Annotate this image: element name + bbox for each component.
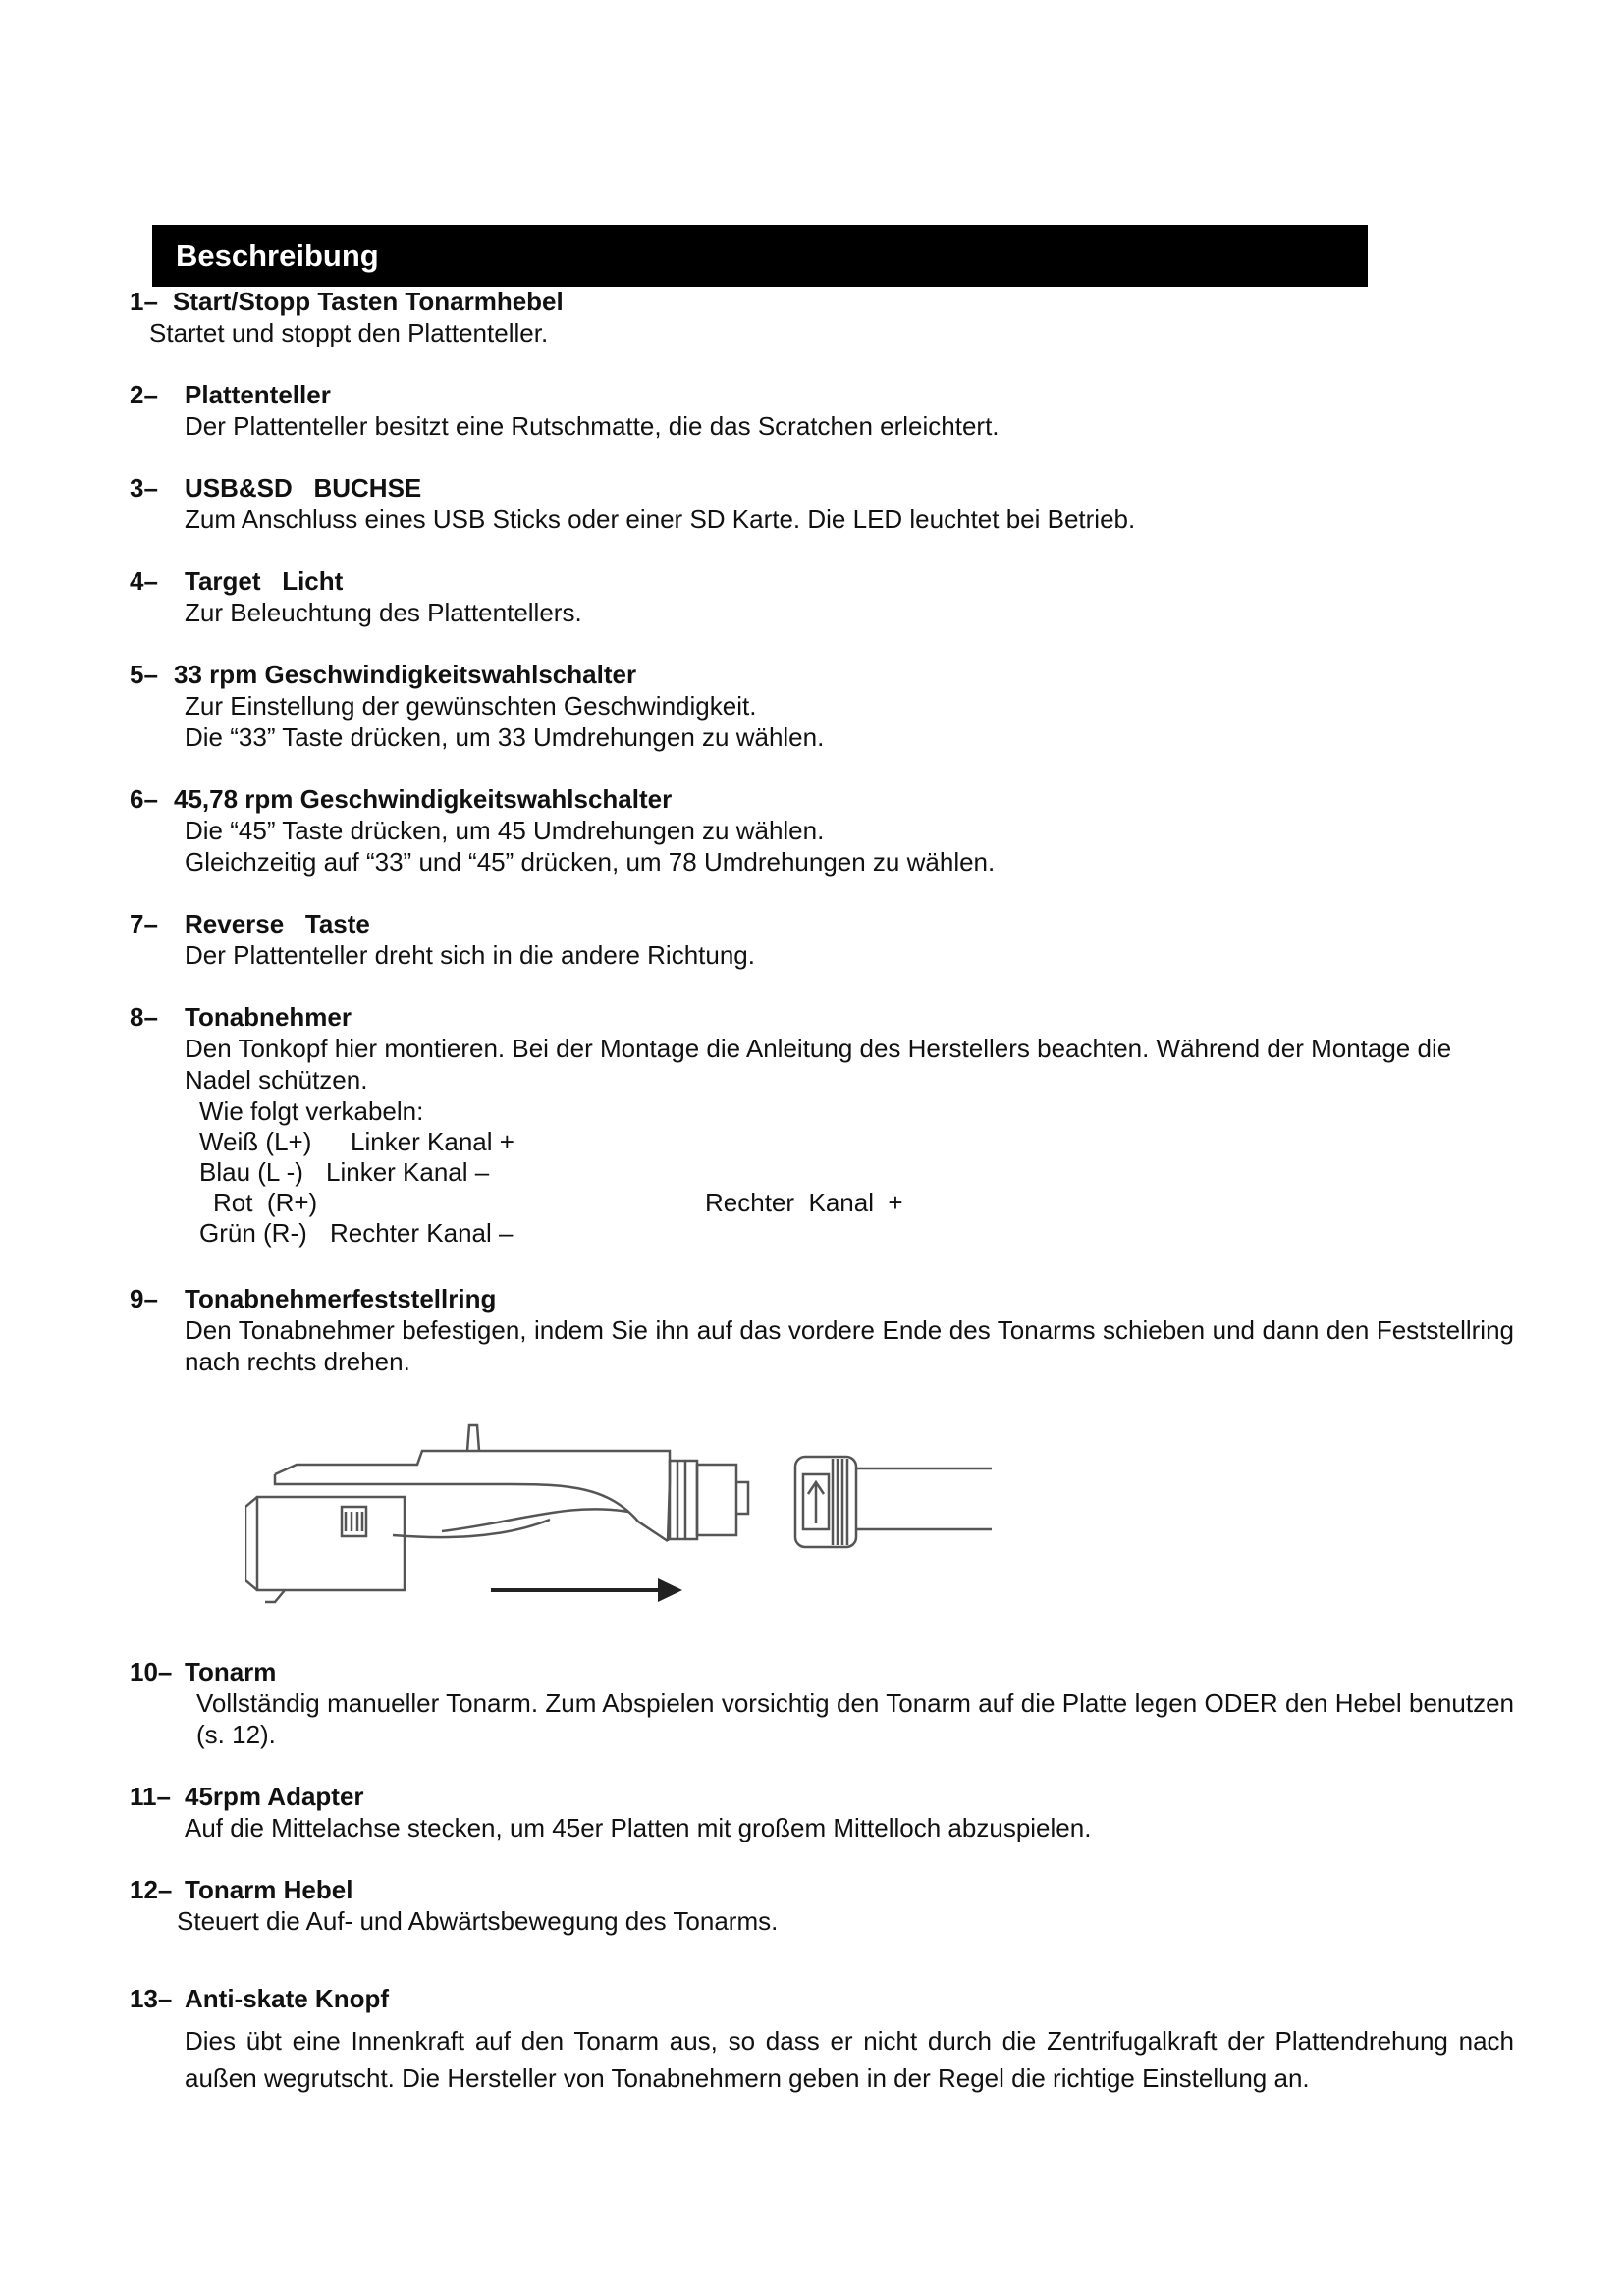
section-title: 2– Plattenteller [130,380,331,409]
section-title: 3– USB&SD BUCHSE [130,473,422,503]
section-text: Die “33” Taste drücken, um 33 Umdrehungen zu wählen. [185,722,825,752]
section-13 [130,1983,1514,2097]
section-text: Steuert die Auf- und Abwärtsbewegung des Tonarms. [177,1906,779,1936]
wiring-row: Weiß (L+) Linker Kanal + [199,1127,514,1156]
section-text: Den Tonkopf hier montieren. Bei der Montage die Anleitung des Herstellers beachten. Während der Montage die Nadel schützen. [185,1034,1452,1095]
section-header: Beschreibung [152,225,1368,287]
section-text: Zur Beleuchtung des Plattentellers. [185,598,582,627]
wiring-intro: Wie folgt verkabeln: [199,1096,424,1126]
section-10 [130,1656,1514,1750]
wiring-row: Rot (R+) Rechter Kanal + [213,1188,903,1217]
headshell-illustration [245,1414,1011,1629]
section-9 [130,1283,1514,1377]
section-3 [130,472,1514,535]
section-title: 6– 45,78 rpm Geschwindigkeitswahlschalter [130,784,673,814]
section-title: 7– Reverse Taste [130,909,370,938]
section-title: 11– 45rpm Adapter [130,1782,364,1811]
section-text: Gleichzeitig auf “33” und “45” drücken, um 78 Umdrehungen zu wählen. [185,847,996,877]
wiring-table [199,1127,1514,1249]
section-1 [130,286,1514,348]
section-text: Der Plattenteller dreht sich in die andere Richtung. [185,940,755,970]
section-2 [130,379,1514,442]
section-5 [130,659,1514,753]
section-text: Der Plattenteller besitzt eine Rutschmatte, die das Scratchen erleichtert. [185,411,1000,441]
section-text: Auf die Mittelachse stecken, um 45er Platten mit großem Mittelloch abzuspielen. [185,1813,1092,1842]
section-6 [130,783,1514,878]
section-text: Vollständig manueller Tonarm. Zum Abspielen vorsichtig den Tonarm auf die Platte legen ODER den Hebel benutzen (s. 12). [196,1688,1514,1749]
section-title: 10– Tonarm [130,1657,277,1686]
section-title: 13– Anti-skate Knopf [130,1984,389,2013]
section-title: 12– Tonarm Hebel [130,1875,353,1904]
section-text: Die “45” Taste drücken, um 45 Umdrehungen zu wählen. [185,816,825,845]
section-text: Zur Einstellung der gewünschten Geschwindigkeit. [185,691,757,721]
section-text: Den Tonabnehmer befestigen, indem Sie ihn auf das vordere Ende des Tonarms schieben und dann den Feststellring nach rechts drehen. [185,1315,1514,1376]
section-title: 4– Target Licht [130,566,344,596]
section-7 [130,908,1514,971]
section-title: 9– Tonabnehmerfeststellring [130,1284,497,1313]
section-title: 8– Tonabnehmer [130,1002,352,1032]
section-title: 1– Start/Stopp Tasten Tonarmhebel [130,287,564,316]
section-text: Zum Anschluss eines USB Sticks oder einer SD Karte. Die LED leuchtet bei Betrieb. [185,505,1136,534]
section-12 [130,1874,1514,1937]
wiring-row: Grün (R-) Rechter Kanal – [199,1218,514,1248]
wiring-row: Blau (L -) Linker Kanal – [199,1157,490,1187]
section-11 [130,1781,1514,1843]
section-text: Startet und stoppt den Plattenteller. [149,318,549,347]
section-8 [130,1001,1514,1249]
section-4 [130,565,1514,628]
section-title: 5– 33 rpm Geschwindigkeitswahlschalter [130,660,637,689]
section-text: Dies übt eine Innenkraft auf den Tonarm aus, so dass er nicht durch die Zentrifugalkraft der Plattendrehung nach außen wegrutscht. Die Hersteller von Tonabnehmern geben in der Regel die richtige Einstellung an. [185,2026,1514,2093]
